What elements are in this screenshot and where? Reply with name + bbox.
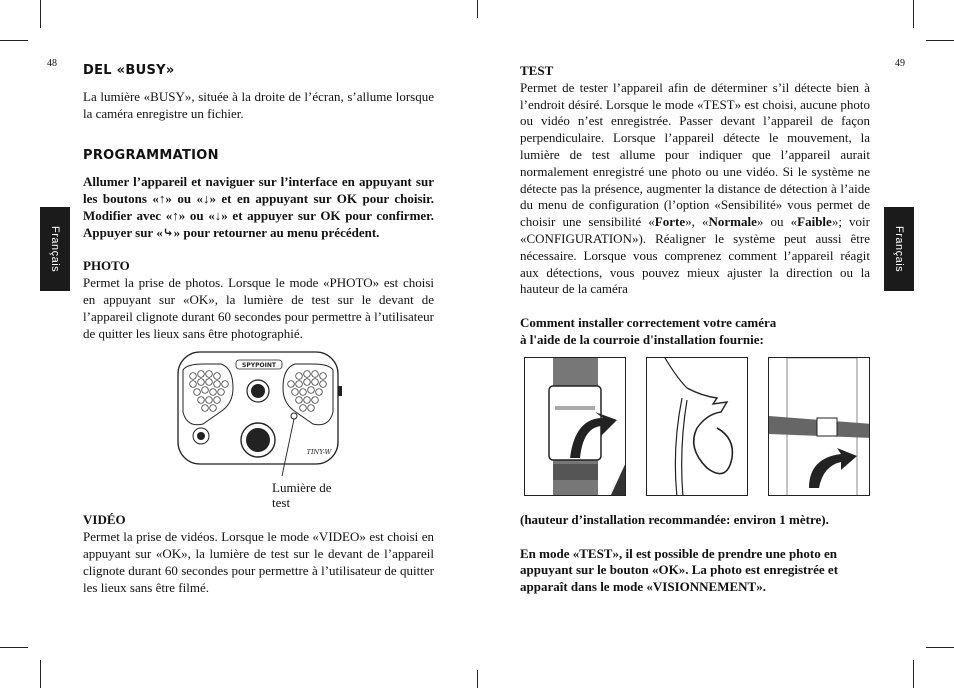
language-tab-left: [40, 207, 70, 291]
page-number-left: 48: [47, 58, 57, 69]
photo-text: Permet la prise de photos. Lorsque le mode «PHOTO» est choisi en appuyant sur «OK», la lumière de test sur le devant de l’appareil clignote durant 60 secondes pour permettre à l’utilisateur de quitter les lieux sans être photographié.: [83, 275, 434, 341]
install-heading-line2: à l'aide de la courroie d'installation fournie:: [520, 331, 764, 347]
crop-mark: [926, 647, 954, 648]
test-text-part-b: »; voir «CONFIGURATION»). Réaligner le système peut aussi être nécessaire. Lorsque vous comprenez comment l’appareil réagit aux détections, vous pouvez mieux ajuster la direction ou la hauteur de la caméra: [520, 214, 871, 297]
crop-mark: [0, 647, 28, 648]
camera-front-drawing: [83, 350, 434, 480]
test-text-part-a: Permet de tester l’appareil afin de déterminer s’il détecte bien à l’endroit désiré. Lorsque le mode «TEST» est choisi, aucune photo ou vidéo n’est enregistrée. Passer devant l’appareil de façon perpendiculaire. Lorsque l’appareil détecte le mouvement, la lumière de test allume pour indiquer que l’appareil aurait normalement enregistré une photo ou une vidéo. Si le système ne détecte pas la présence, augmenter la distance de détection à l’aide du menu de configuration (l’option «Sensibilité» vous permet de choisir une sensibilité «: [520, 79, 870, 230]
photo-heading: PHOTO: [83, 258, 130, 274]
programming-heading: PROGRAMMATION: [83, 148, 219, 164]
busy-heading: DEL «BUSY»: [83, 63, 175, 78]
option-normale: Normale: [708, 214, 757, 230]
language-tab-right: [884, 207, 914, 291]
install-height-note: (hauteur d’installation recommandée: environ 1 mètre).: [520, 511, 829, 527]
test-heading: TEST: [520, 63, 554, 78]
left-column: [83, 63, 434, 596]
crop-mark: [926, 40, 954, 41]
language-tab-label: Français: [49, 225, 61, 273]
strap-buckle-photo: [524, 357, 626, 496]
video-heading: VIDÉO: [83, 512, 126, 528]
crop-mark: [913, 0, 914, 28]
page-number-right: 49: [895, 58, 905, 69]
busy-text: La lumière «BUSY», située à la droite de l’écran, s’allume lorsque la caméra enregistre un fichier.: [83, 88, 434, 121]
test-text: [520, 80, 870, 298]
language-tab-label: Français: [893, 225, 905, 273]
camera-logo-text: SPYPOINT: [242, 362, 276, 370]
separator: » ou «: [756, 214, 798, 230]
camera-illustration: [83, 350, 434, 510]
install-heading-line1: Comment installer correctement votre caméra: [520, 315, 777, 331]
crop-mark: [0, 40, 28, 41]
video-text: Permet la prise de vidéos. Lorsque le mode «VIDEO» est choisi en appuyant sur «OK», la lumière de test sur le devant de l’appareil clignote durant 60 secondes pour permettre à l’utilisateur de quitter les lieux sans être filmé.: [83, 529, 434, 595]
test-light-callout: Lumière de test: [272, 480, 332, 511]
option-forte: Forte: [654, 214, 686, 230]
camera-model-text: TINY-W: [306, 448, 332, 457]
installation-photos: [520, 357, 870, 496]
separator: », «: [685, 214, 709, 230]
crop-mark: [40, 0, 41, 28]
crop-mark: [913, 660, 914, 688]
crop-mark: [477, 0, 478, 18]
option-faible: Faible: [797, 214, 832, 230]
crop-mark: [40, 660, 41, 688]
strap-on-tree-photo: [768, 357, 870, 496]
right-column: [520, 63, 870, 596]
programming-text: Allumer l’appareil et naviguer sur l’interface en appuyant sur les boutons «↑» ou «↓» et en appuyant sur OK pour choisir. Modifier avec «↑» ou «↓» et appuyer sur OK pour confirmer. Appuyer sur «⤷» pour retourner au menu précédent.: [83, 174, 434, 240]
test-mode-photo-text: En mode «TEST», il est possible de prendre une photo en appuyant sur le bouton «OK». La photo est enregistrée et apparaît dans le mode «VISIONNEMENT».: [520, 545, 839, 595]
strap-threading-photo: [646, 357, 748, 496]
crop-mark: [477, 670, 478, 688]
